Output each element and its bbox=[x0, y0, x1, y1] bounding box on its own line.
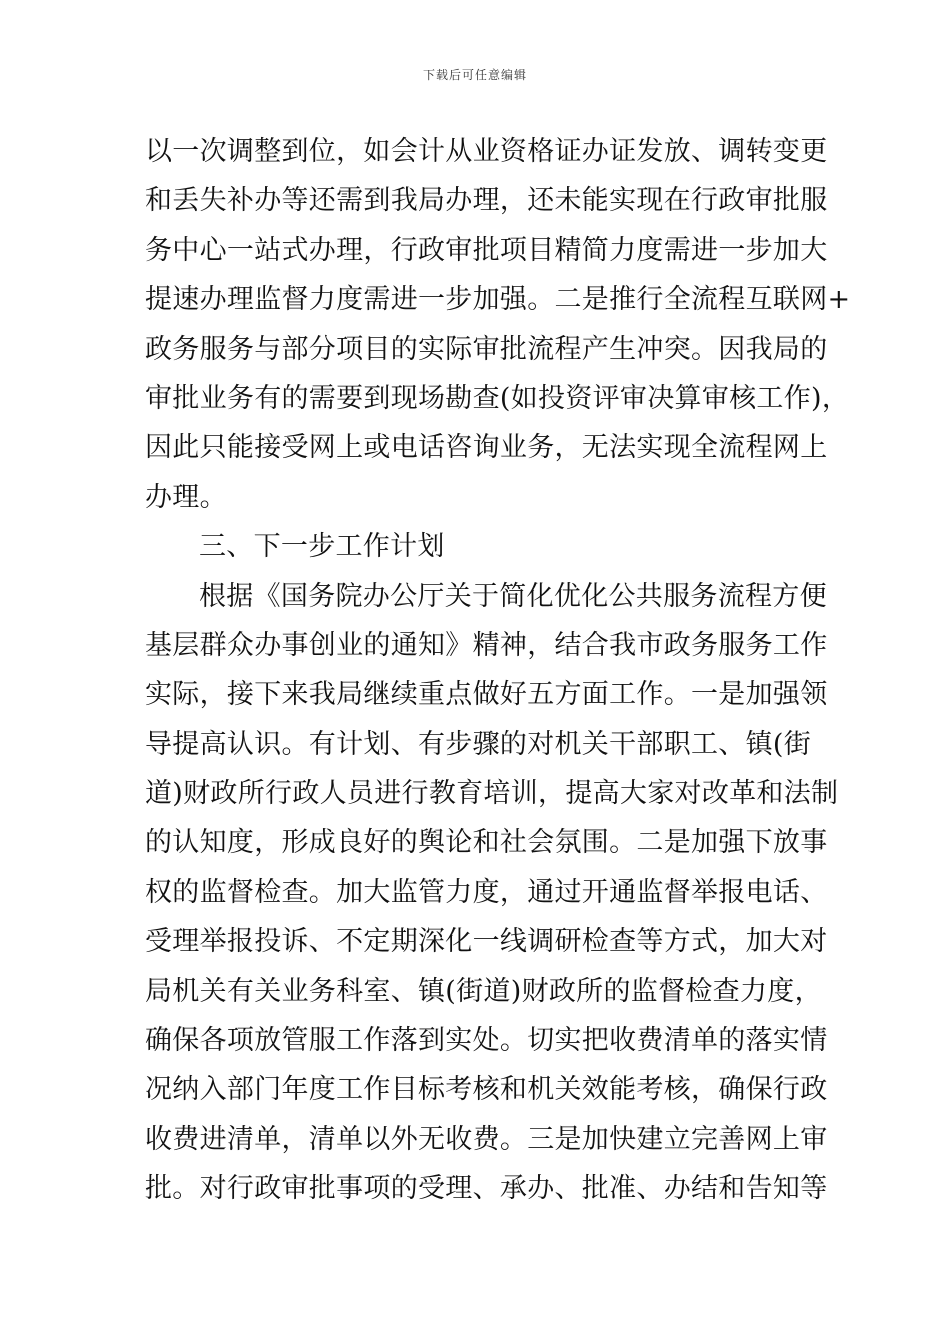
text-line: 办理。 bbox=[145, 481, 227, 513]
text-line: 受理举报投诉、不定期深化一线调研检查等方式，加大对 bbox=[145, 926, 828, 958]
text-line: 批。对行政审批事项的受理、承办、批准、办结和告知等 bbox=[145, 1173, 828, 1205]
text-line: 审批业务有的需要到现场勘查(如投资评审决算审核工作)， bbox=[145, 382, 850, 414]
text-line: 况纳入部门年度工作目标考核和机关效能考核，确保行政 bbox=[145, 1074, 828, 1106]
text-line: 道)财政所行政人员进行教育培训，提高大家对改革和法制 bbox=[145, 778, 839, 810]
text-line: 局机关有关业务科室、镇(街道)财政所的监督检查力度， bbox=[145, 975, 822, 1007]
text-line: 因此只能接受网上或电话咨询业务，无法实现全流程网上 bbox=[145, 432, 828, 464]
text-line: 收费进清单，清单以外无收费。三是加快建立完善网上审 bbox=[145, 1123, 828, 1155]
text-line: 基层群众办事创业的通知》精神，结合我市政务服务工作 bbox=[145, 629, 828, 661]
text-line: 政务服务与部分项目的实际审批流程产生冲突。因我局的 bbox=[145, 333, 828, 365]
page-header-note: 下载后可任意编辑 bbox=[422, 68, 527, 82]
paragraph-first-line: 根据《国务院办公厅关于简化优化公共服务流程方便 bbox=[199, 580, 827, 612]
text-line: 实际，接下来我局继续重点做好五方面工作。一是加强领 bbox=[145, 679, 828, 711]
text-line: 的认知度，形成良好的舆论和社会氛围。二是加强下放事 bbox=[145, 827, 828, 859]
text-line: 务中心一站式办理，行政审批项目精简力度需进一步加大 bbox=[145, 234, 828, 266]
text-line: 确保各项放管服工作落到实处。切实把收费清单的落实情 bbox=[145, 1025, 828, 1057]
text-line: 权的监督检查。加大监管力度，通过开通监督举报电话、 bbox=[145, 876, 828, 908]
text-line: 导提高认识。有计划、有步骤的对机关干部职工、镇(街 bbox=[145, 728, 812, 760]
document-body bbox=[145, 127, 851, 1214]
text-line: 提速办理监督力度需进一步加强。二是推行全流程互联网+ bbox=[145, 284, 851, 316]
text-line: 和丢失补办等还需到我局办理，还未能实现在行政审批服 bbox=[145, 185, 828, 217]
section-heading: 三、下一步工作计划 bbox=[199, 531, 445, 563]
text-line: 以一次调整到位，如会计从业资格证办证发放、调转变更 bbox=[145, 136, 828, 167]
